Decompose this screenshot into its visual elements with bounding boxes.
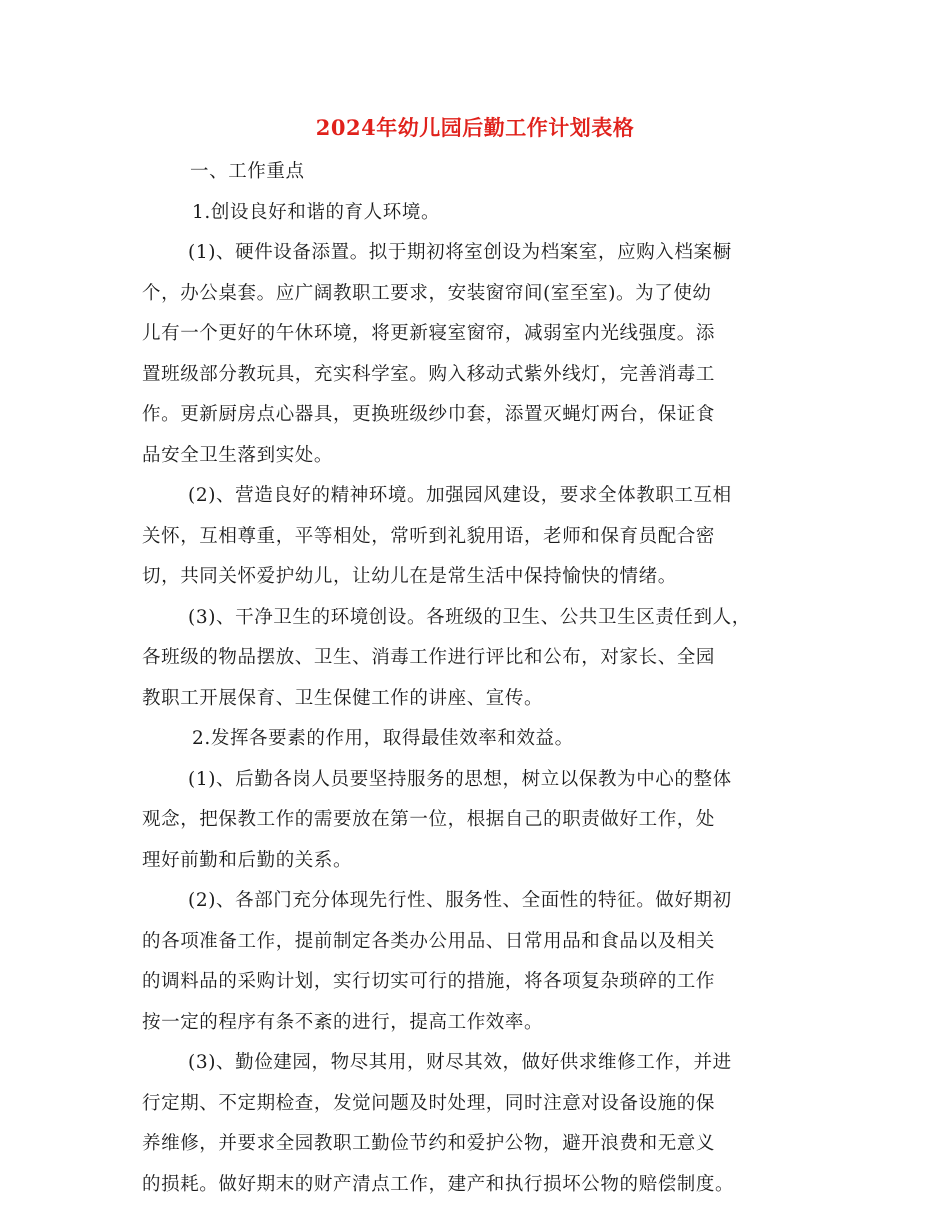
paragraph-line: 的各项准备工作，提前制定各类办公用品、日常用品和食品以及相关	[142, 930, 716, 952]
document-title: 2024年幼儿园后勤工作计划表格	[315, 115, 635, 140]
paragraph-line: (3)、干净卫生的环境创设。各班级的卫生、公共卫生区责任到人，	[188, 606, 751, 628]
paragraph-line: 关怀，互相尊重，平等相处，常听到礼貌用语，老师和保育员配合密	[142, 525, 716, 547]
section-heading-work-focus: 一、工作重点	[190, 161, 305, 182]
subsection-heading-2: 2.发挥各要素的作用，取得最佳效率和效益。	[192, 728, 574, 749]
paragraph-line: 作。更新厨房点心器具，更换班级纱巾套，添置灭蝇灯两台，保证食	[142, 404, 716, 425]
paragraph-line: (2)、各部门充分体现先行性、服务性、全面性的特征。做好期初	[188, 890, 732, 911]
paragraph-line: 各班级的物品摆放、卫生、消毒工作进行评比和公布，对家长、全园	[142, 647, 716, 668]
paragraph-line: 教职工开展保育、卫生保健工作的讲座、宣传。	[142, 687, 544, 709]
paragraph-line: 切，共同关怀爱护幼儿，让幼儿在是常生活中保持愉快的情绪。	[142, 566, 677, 587]
paragraph-line: 的调料品的采购计划，实行切实可行的措施，将各项复杂琐碎的工作	[142, 971, 716, 992]
paragraph-line: 行定期、不定期检查，发觉问题及时处理，同时注意对设备设施的保	[142, 1092, 716, 1114]
paragraph-line: 的损耗。做好期末的财产清点工作，建产和执行损坏公物的赔偿制度。	[142, 1173, 735, 1195]
document-body	[142, 152, 814, 1205]
subsection-heading-1: 1.创设良好和谐的育人环境。	[192, 201, 441, 223]
paragraph-line: (3)、勤俭建园，物尽其用，财尽其效，做好供求维修工作，并进	[188, 1052, 732, 1073]
paragraph-line: 品安全卫生落到实处。	[142, 444, 334, 466]
paragraph-line: 理好前勤和后勤的关系。	[142, 849, 353, 871]
paragraph-line: 儿有一个更好的午休环境，将更新寝室窗帘，减弱室内光线强度。添	[142, 323, 716, 344]
paragraph-line: 置班级部分教玩具，充实科学室。购入移动式紫外线灯，完善消毒工	[142, 363, 716, 385]
paragraph-line: 个，办公桌套。应广阔教职工要求，安装窗帘间(室至室)。为了使幼	[142, 282, 712, 304]
paragraph-line: 养维修，并要求全园教职工勤俭节约和爱护公物，避开浪费和无意义	[142, 1133, 716, 1154]
paragraph-line: 观念，把保教工作的需要放在第一位，根据自己的职责做好工作，处	[142, 809, 716, 830]
paragraph-line: (1)、硬件设备添置。拟于期初将室创设为档案室，应购入档案橱	[188, 242, 732, 263]
paragraph-line: 按一定的程序有条不紊的进行，提高工作效率。	[142, 1011, 544, 1033]
paragraph-line: (1)、后勤各岗人员要坚持服务的思想，树立以保教为中心的整体	[188, 768, 732, 790]
paragraph-line: (2)、营造良好的精神环境。加强园风建设，要求全体教职工互相	[188, 485, 732, 506]
